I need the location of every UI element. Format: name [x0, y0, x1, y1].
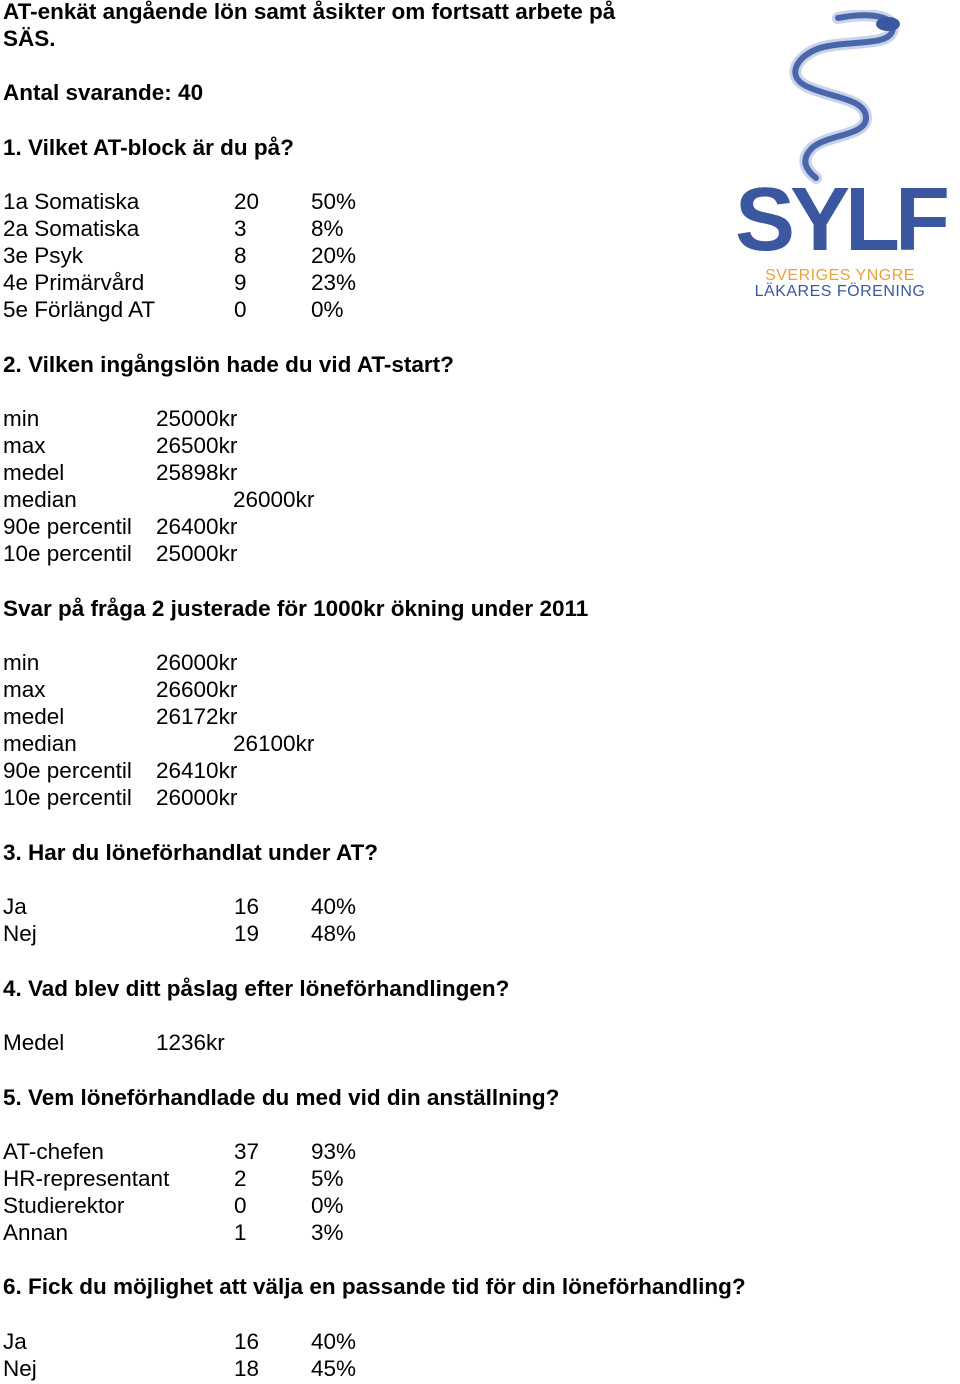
- row-label: medel: [3, 460, 65, 485]
- sylf-logo: [720, 10, 960, 302]
- q4-heading: 4. Vad blev ditt påslag efter löneförhandlingen?: [3, 976, 510, 1001]
- serpent-icon: [795, 15, 900, 178]
- q2-adjusted-heading: Svar på fråga 2 justerade för 1000kr ökning under 2011: [3, 596, 589, 621]
- row-label: 5e Förlängd AT: [3, 297, 156, 322]
- row-value: 26600kr: [156, 677, 238, 702]
- row-value: 25000kr: [156, 541, 238, 566]
- row-count: 1: [234, 1220, 247, 1245]
- row-percent: 50%: [311, 189, 357, 214]
- row-value: 26410kr: [156, 758, 238, 783]
- row-count: 2: [234, 1166, 247, 1191]
- respondent-count: Antal svarande: 40: [3, 80, 204, 105]
- row-percent: 0%: [311, 297, 344, 322]
- row-percent: 40%: [311, 894, 357, 919]
- row-count: 0: [234, 297, 247, 322]
- row-percent: 93%: [311, 1139, 357, 1164]
- row-label: median: [3, 487, 77, 512]
- document-title-line-2: SÄS.: [3, 26, 56, 51]
- row-label: 90e percentil: [3, 758, 132, 783]
- row-label: min: [3, 406, 40, 431]
- row-count: 16: [234, 1329, 260, 1354]
- row-label: HR-representant: [3, 1166, 170, 1191]
- row-value: 25898kr: [156, 460, 238, 485]
- q1-heading: 1. Vilket AT-block är du på?: [3, 135, 294, 160]
- row-label: Ja: [3, 894, 27, 919]
- row-percent: 23%: [311, 270, 357, 295]
- row-percent: 0%: [311, 1193, 344, 1218]
- row-label: 90e percentil: [3, 514, 132, 539]
- row-label: Studierektor: [3, 1193, 125, 1218]
- row-percent: 3%: [311, 1220, 344, 1245]
- row-label: 3e Psyk: [3, 243, 84, 268]
- row-percent: 8%: [311, 216, 344, 241]
- row-label: Nej: [3, 1356, 37, 1381]
- row-label: 10e percentil: [3, 785, 132, 810]
- q2-heading: 2. Vilken ingångslön hade du vid AT-start?: [3, 352, 454, 377]
- row-value: 26172kr: [156, 704, 238, 729]
- row-label: AT-chefen: [3, 1139, 104, 1164]
- row-label: median: [3, 731, 77, 756]
- row-label: 4e Primärvård: [3, 270, 145, 295]
- row-label: Nej: [3, 921, 37, 946]
- row-value: 26000kr: [156, 785, 238, 810]
- row-count: 20: [234, 189, 260, 214]
- row-label: 1a Somatiska: [3, 189, 140, 214]
- logo-tagline-line-1: SVERIGES YNGRE: [765, 267, 915, 284]
- row-count: 3: [234, 216, 247, 241]
- logo-wordmark: SYLF: [734, 170, 946, 270]
- row-value: 25000kr: [156, 406, 238, 431]
- logo-tagline-line-2: LÄKARES FÖRENING: [754, 283, 926, 300]
- row-percent: 40%: [311, 1329, 357, 1354]
- row-label: Ja: [3, 1329, 27, 1354]
- q6-heading: 6. Fick du möjlighet att välja en passande tid för din löneförhandling?: [3, 1274, 746, 1299]
- row-count: 9: [234, 270, 247, 295]
- row-value: 26400kr: [156, 514, 238, 539]
- row-count: 19: [234, 921, 260, 946]
- row-label: min: [3, 650, 40, 675]
- row-percent: 20%: [311, 243, 357, 268]
- row-value: 26500kr: [156, 433, 238, 458]
- row-count: 16: [234, 894, 260, 919]
- row-value: 1236kr: [156, 1030, 225, 1055]
- row-label: Medel: [3, 1030, 65, 1055]
- row-label: max: [3, 677, 46, 702]
- row-count: 0: [234, 1193, 247, 1218]
- row-count: 37: [234, 1139, 260, 1164]
- row-label: 2a Somatiska: [3, 216, 140, 241]
- row-label: Annan: [3, 1220, 69, 1245]
- row-label: max: [3, 433, 46, 458]
- row-percent: 5%: [311, 1166, 344, 1191]
- row-percent: 45%: [311, 1356, 357, 1381]
- row-label: medel: [3, 704, 65, 729]
- row-value: 26000kr: [233, 487, 315, 512]
- document-title-line-1: AT-enkät angående lön samt åsikter om fortsatt arbete på: [3, 0, 616, 24]
- row-value: 26000kr: [156, 650, 238, 675]
- row-value: 26100kr: [233, 731, 315, 756]
- row-label: 10e percentil: [3, 541, 132, 566]
- q3-heading: 3. Har du löneförhandlat under AT?: [3, 840, 379, 865]
- row-count: 18: [234, 1356, 260, 1381]
- row-count: 8: [234, 243, 247, 268]
- q5-heading: 5. Vem löneförhandlade du med vid din anställning?: [3, 1085, 560, 1110]
- row-percent: 48%: [311, 921, 357, 946]
